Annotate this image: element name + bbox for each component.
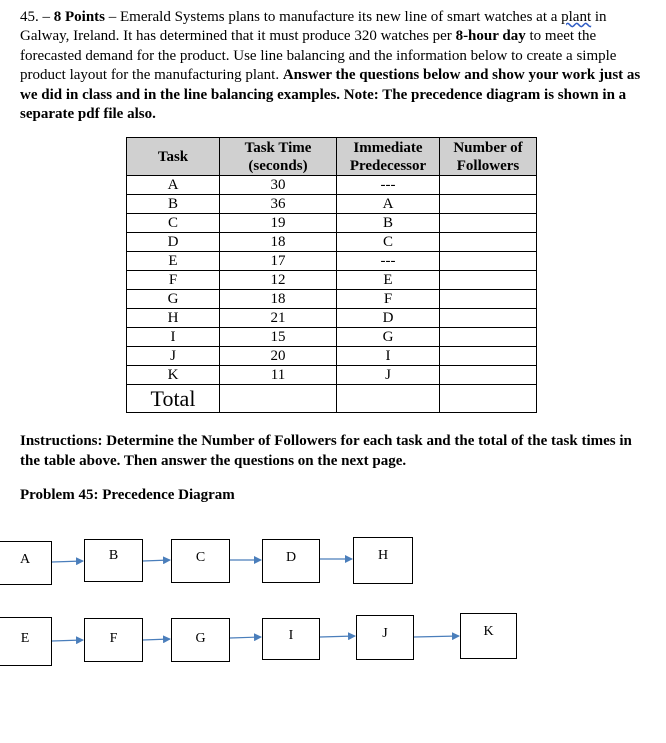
- task-cell: J: [127, 347, 220, 366]
- instructions-text: Instructions: Determine the Number of Followers for each task and the total of the task times in the table above. Then answer the questions on the next page.: [20, 433, 632, 469]
- task-cell: A: [127, 176, 220, 195]
- time-cell: 15: [220, 328, 337, 347]
- predecessor-cell: A: [337, 195, 440, 214]
- task-cell: F: [127, 271, 220, 290]
- predecessor-cell: B: [337, 214, 440, 233]
- diagram-title: Problem 45: Precedence Diagram: [20, 487, 235, 503]
- hour-day: 8-hour day: [455, 28, 526, 45]
- predecessor-cell: C: [337, 233, 440, 252]
- problem-number: 45.: [20, 9, 39, 25]
- arrow-i-j: [320, 636, 355, 637]
- task-cell: C: [127, 214, 220, 233]
- task-box-i: I: [262, 618, 320, 660]
- predecessor-cell: ---: [337, 252, 440, 271]
- task-box-j: J: [356, 615, 414, 660]
- header-followers: Number of Followers: [440, 138, 537, 176]
- predecessor-cell: J: [337, 366, 440, 385]
- time-cell: 11: [220, 366, 337, 385]
- time-cell: 21: [220, 309, 337, 328]
- arrow-a-b: [52, 561, 83, 562]
- header-predecessor: Immediate Predecessor: [337, 138, 440, 176]
- problem-points: 8 Points: [53, 9, 106, 25]
- arrow-g-i: [230, 637, 261, 638]
- time-cell: 12: [220, 271, 337, 290]
- header-task-time: Task Time (seconds): [220, 138, 337, 176]
- task-cell: I: [127, 328, 220, 347]
- arrow-j-k: [414, 636, 459, 637]
- task-cell: K: [127, 366, 220, 385]
- arrow-e-f: [52, 640, 83, 641]
- task-box-k: K: [460, 613, 517, 659]
- spell-flag-plant: plant: [561, 9, 592, 25]
- predecessor-cell: F: [337, 290, 440, 309]
- task-cell: B: [127, 195, 220, 214]
- problem-statement: 45. – 8 Points – Emerald Systems plans to manufacture its new line of smart watches at a plant in Galway, Ireland. It has determined that it must produce 320 watches per 8-hour day to meet the forecasted demand for the product. Use line balancing and the information below to create a simple product layout for the manufacturing plant. Answer the questions below and show your work just as we did in class and in the line balancing examples. Note: The precedence diagram is shown in a separate pdf file also.: [20, 9, 641, 123]
- time-cell: 30: [220, 176, 337, 195]
- task-box-g: G: [171, 618, 230, 662]
- time-cell: 17: [220, 252, 337, 271]
- task-cell: D: [127, 233, 220, 252]
- task-cell: G: [127, 290, 220, 309]
- task-box-h: H: [353, 537, 413, 584]
- time-cell: 20: [220, 347, 337, 366]
- problem-bold-instructions: Answer the questions below and show your work just as we did in class and in the line balancing examples. Note: The precedence diagram is shown in a separate pdf file also.: [20, 67, 641, 123]
- predecessor-cell: G: [337, 328, 440, 347]
- time-cell: 18: [220, 233, 337, 252]
- task-box-d: D: [262, 539, 320, 583]
- task-box-b: B: [84, 539, 143, 582]
- arrow-b-c: [143, 560, 170, 561]
- time-cell: 19: [220, 214, 337, 233]
- predecessor-cell: I: [337, 347, 440, 366]
- time-cell: 18: [220, 290, 337, 309]
- task-box-a: A: [0, 541, 52, 585]
- task-box-f: F: [84, 618, 143, 662]
- predecessor-cell: D: [337, 309, 440, 328]
- predecessor-cell: E: [337, 271, 440, 290]
- predecessor-cell: ---: [337, 176, 440, 195]
- task-cell: E: [127, 252, 220, 271]
- task-box-c: C: [171, 539, 230, 583]
- header-task: Task: [127, 138, 220, 176]
- task-box-e: E: [0, 617, 52, 666]
- arrow-f-g: [143, 639, 170, 640]
- total-label: Total: [127, 385, 220, 413]
- time-cell: 36: [220, 195, 337, 214]
- task-cell: H: [127, 309, 220, 328]
